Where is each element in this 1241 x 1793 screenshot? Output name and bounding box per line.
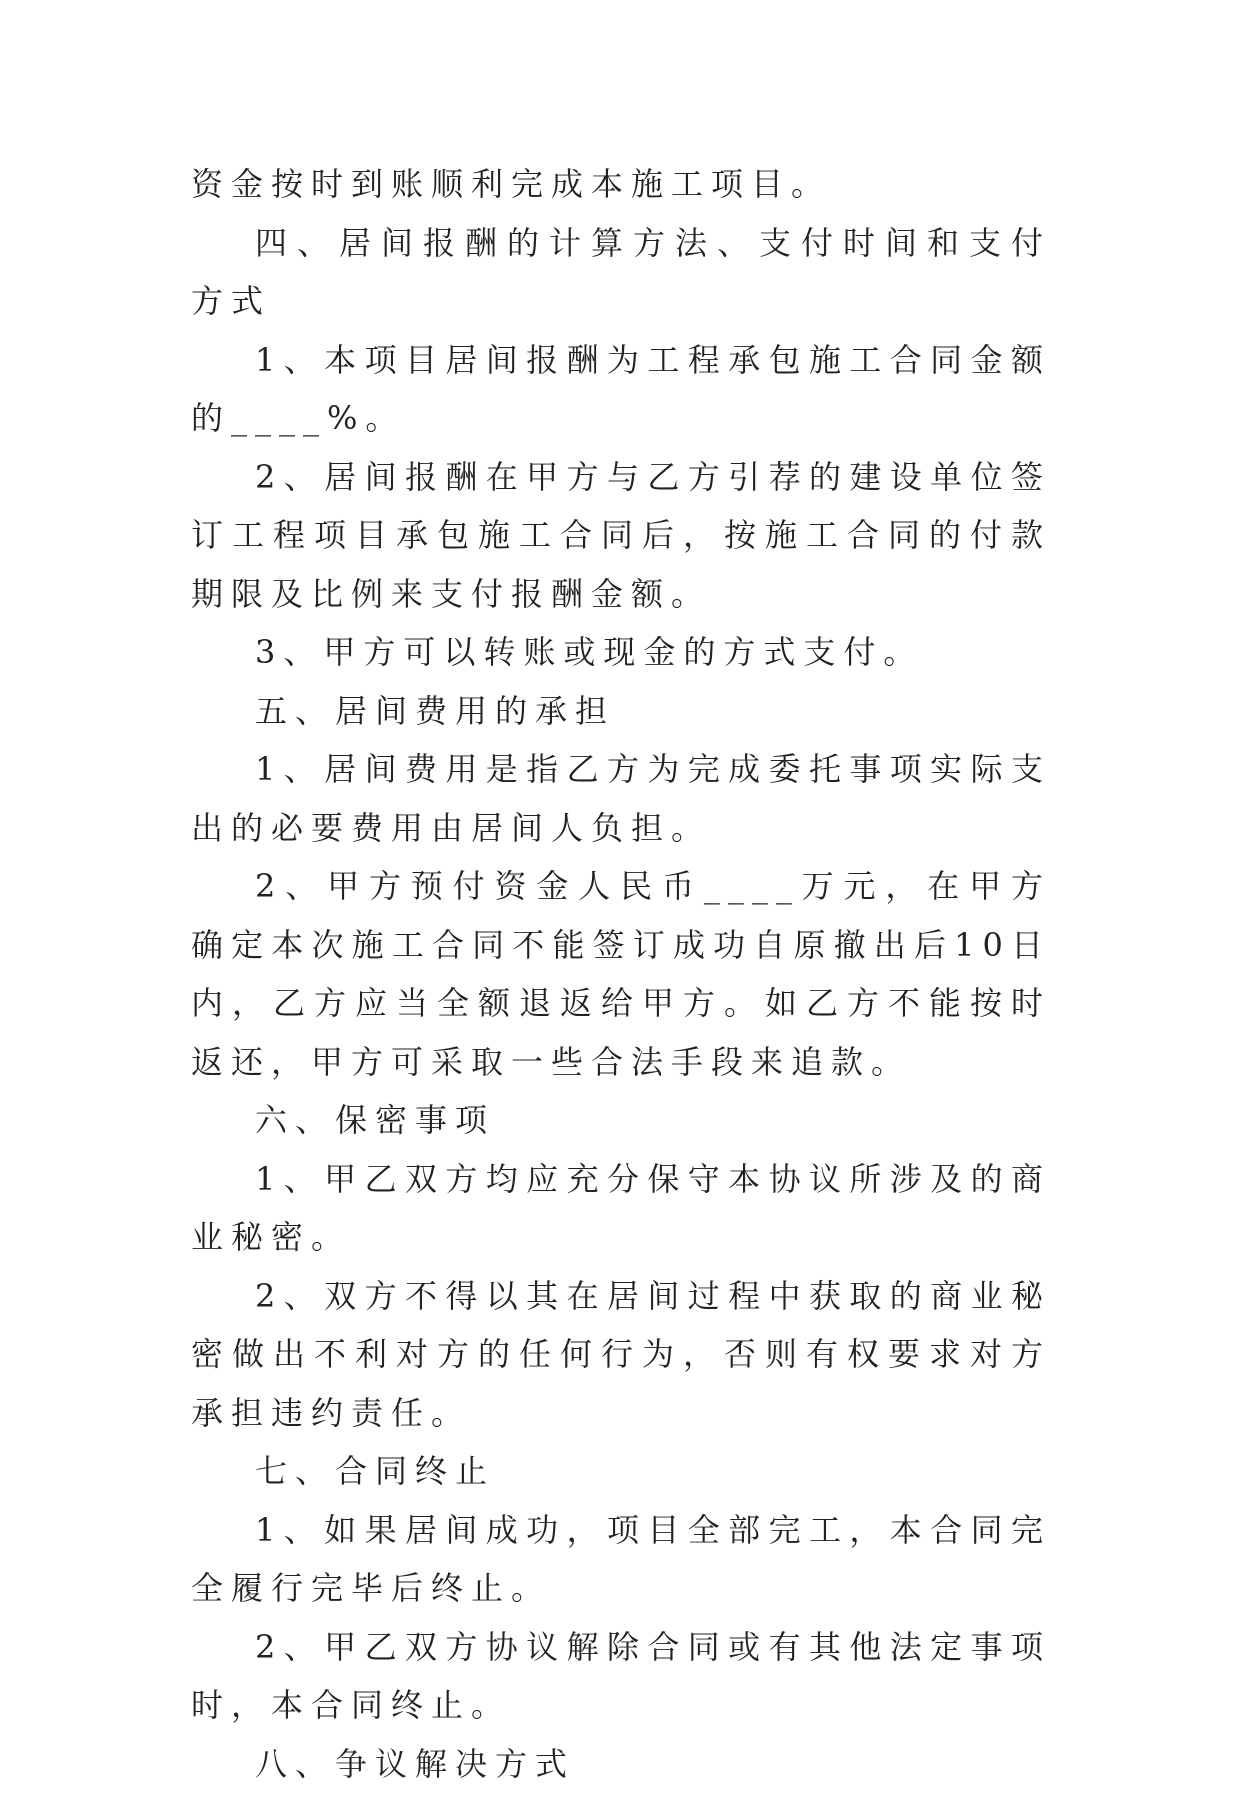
clause-7-1: 1、如果居间成功，项目全部完工，本合同完全履行完毕后终止。 (191, 1501, 1051, 1618)
section-heading-5: 五、居间费用的承担 (191, 682, 1051, 741)
paragraph-continuation: 资金按时到账顺利完成本施工项目。 (191, 155, 1051, 214)
clause-4-2: 2、居间报酬在甲方与乙方引荐的建设单位签订工程项目承包施工合同后，按施工合同的付款期限及比例来支付报酬金额。 (191, 448, 1051, 624)
clause-6-1: 1、甲乙双方均应充分保守本协议所涉及的商业秘密。 (191, 1150, 1051, 1267)
section-heading-7: 七、合同终止 (191, 1442, 1051, 1501)
clause-5-1: 1、居间费用是指乙方为完成委托事项实际支出的必要费用由居间人负担。 (191, 740, 1051, 857)
clause-4-1: 1、本项目居间报酬为工程承包施工合同金额的____%。 (191, 331, 1051, 448)
clause-4-3: 3、甲方可以转账或现金的方式支付。 (191, 623, 1051, 682)
clause-7-2: 2、甲乙双方协议解除合同或有其他法定事项时，本合同终止。 (191, 1618, 1051, 1735)
clause-5-2: 2、甲方预付资金人民币____万元，在甲方确定本次施工合同不能签订成功自原撤出后10日内，乙方应当全额退返给甲方。如乙方不能按时返还，甲方可采取一些合法手段来追款。 (191, 857, 1051, 1091)
section-heading-4: 四、居间报酬的计算方法、支付时间和支付方式 (191, 214, 1051, 331)
clause-6-2: 2、双方不得以其在居间过程中获取的商业秘密做出不利对方的任何行为，否则有权要求对方承担违约责任。 (191, 1267, 1051, 1443)
section-heading-6: 六、保密事项 (191, 1091, 1051, 1150)
section-heading-8: 八、争议解决方式 (191, 1735, 1051, 1793)
document-body (191, 155, 1051, 1793)
